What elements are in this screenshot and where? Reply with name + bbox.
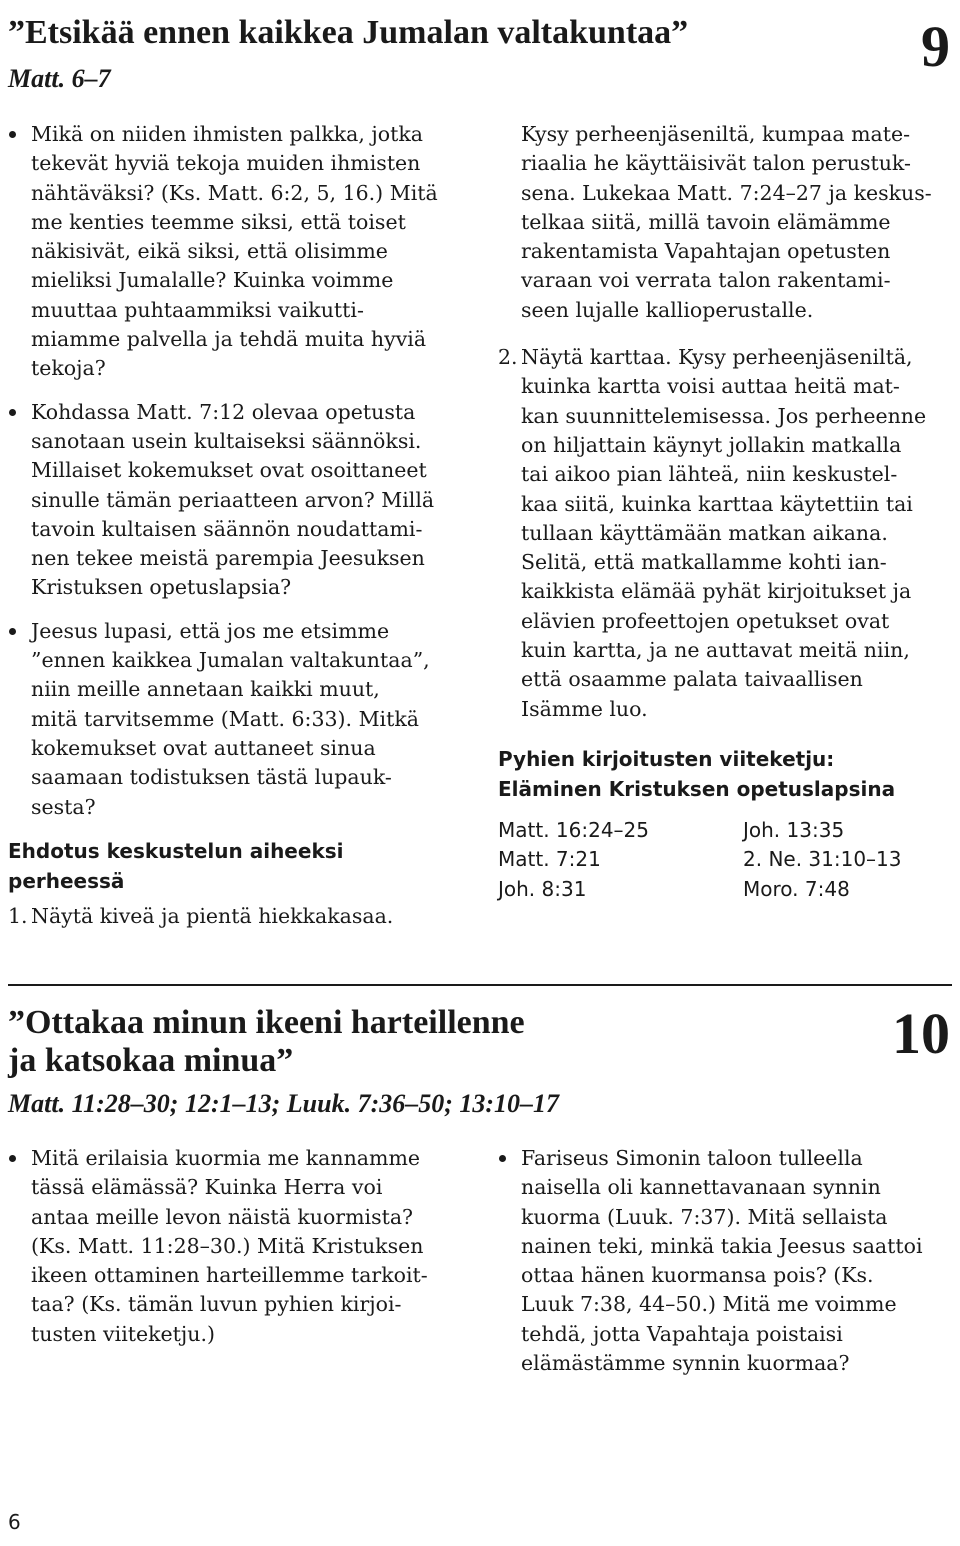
scripture-ref: Joh. 8:31 [498, 876, 587, 901]
line: on hiljattain käynyt jollakin matkalla [521, 432, 902, 457]
question-2 [498, 1144, 953, 1378]
scripture-ref: Matt. 16:24–25 [498, 817, 649, 842]
line: ”ennen kaikkea Jumalan valtakuntaa”, [31, 648, 430, 673]
line: varaan voi verrata talon rakentami- [521, 268, 891, 293]
line: seen lujalle kallioperustalle. [521, 297, 814, 322]
scripture-chain-heading [498, 744, 953, 804]
item-text: Näytä kiveä ja pientä hiekkakasaa. [31, 903, 394, 928]
page-number: 6 [8, 1510, 21, 1534]
line: kan suunnittelemisessa. Jos perheenne [521, 403, 927, 428]
line: sesta? [31, 794, 96, 819]
lesson-10-reference: Matt. 11:28–30; 12:1–13; Luuk. 7:36–50; 13:10–17 [8, 1089, 560, 1118]
line: tehdä, jotta Vapahtaja poistaisi [521, 1321, 843, 1346]
scripture-chain-list [498, 816, 953, 904]
line: näkisivät, eikä siksi, että olisimme [31, 239, 388, 264]
line: kuinka kartta voisi auttaa heitä mat- [521, 374, 900, 399]
question-1 [8, 120, 478, 384]
section-divider [8, 984, 952, 986]
lesson-10-questions-right [498, 1144, 953, 1378]
line: sanotaan usein kultaiseksi säännöksi. [31, 428, 422, 453]
line: mieliksi Jumalalle? Kuinka voimme [31, 268, 394, 293]
heading-line: Ehdotus keskustelun aiheeksi [8, 838, 344, 863]
line: naisella oli kannettavanaan synnin [521, 1175, 881, 1200]
line: Selitä, että matkallamme kohti ian- [521, 550, 887, 575]
lesson-10-questions-left [8, 1144, 478, 1349]
line: muuttaa puhtaammiksi vaikutti- [31, 297, 364, 322]
line: Näytä karttaa. Kysy perheenjäseniltä, [521, 345, 913, 370]
lesson-10-left-column [8, 1144, 478, 1363]
line: taa? (Ks. tämän luvun pyhien kirjoi- [31, 1292, 402, 1317]
line: kaa siitä, kuinka karttaa käytettiin tai [521, 491, 913, 516]
lesson-9-reference: Matt. 6–7 [8, 64, 111, 93]
line: sinulle tämän periaatteen arvon? Millä [31, 487, 435, 512]
line: tekoja? [31, 356, 106, 381]
line: Kristuksen opetuslapsia? [31, 575, 292, 600]
scripture-ref: 2. Ne. 31:10–13 [743, 847, 902, 872]
line: tullaan käyttämään matkan aikana. [521, 520, 888, 545]
line: kuorma (Luuk. 7:37). Mitä sellaista [521, 1204, 888, 1229]
line: miamme palvella ja tehdä muita hyviä [31, 327, 427, 352]
line: telkaa siitä, millä tavoin elämämme [521, 209, 891, 234]
line: rakentamista Vapahtajan opetusten [521, 239, 891, 264]
line: antaa meille levon näistä kuormista? [31, 1204, 414, 1229]
line: kuin kartta, ja ne auttavat meitä niin, [521, 638, 910, 663]
question-2 [8, 398, 478, 603]
lesson-10-number: 10 [892, 1001, 950, 1066]
line: Kysy perheenjäseniltä, kumpaa mate- [521, 122, 911, 146]
line: (Ks. Matt. 11:28–30.) Mitä Kristuksen [31, 1233, 424, 1258]
item-text [521, 343, 926, 724]
line: ottaa hänen kuormansa pois? (Ks. [521, 1263, 874, 1288]
line: nähtäväksi? (Ks. Matt. 6:2, 5, 16.) Mitä [31, 180, 438, 205]
discussion-item-1 [8, 902, 478, 931]
line: tusten viiteketju.) [31, 1321, 215, 1346]
line: Kohdassa Matt. 7:12 olevaa opetusta [31, 399, 416, 424]
lesson-10-title [8, 1004, 525, 1080]
question-3 [8, 617, 478, 822]
heading-line: Eläminen Kristuksen opetuslapsina [498, 776, 896, 801]
line: Fariseus Simonin taloon tulleella [521, 1146, 863, 1170]
scripture-ref: Matt. 7:21 [498, 847, 601, 872]
line: Isämme luo. [521, 696, 648, 721]
line: elävien profeettojen opetukset ovat [521, 608, 890, 633]
question-1 [8, 1144, 478, 1349]
line: saamaan todistuksen tästä lupauk- [31, 765, 392, 790]
line: mitä tarvitsemme (Matt. 6:33). Mitkä [31, 706, 419, 731]
line: riaalia he käyttäisivät talon perustuk- [521, 151, 911, 176]
scripture-ref: Joh. 13:35 [743, 817, 845, 842]
lesson-9-number: 9 [921, 14, 950, 79]
line: kokemukset ovat auttaneet sinua [31, 735, 376, 760]
line: sena. Lukekaa Matt. 7:24–27 ja keskus- [521, 180, 932, 205]
line: nen tekee meistä parempia Jeesuksen [31, 546, 425, 571]
title-line: ja katsokaa minua” [8, 1042, 294, 1079]
line: Millaiset kokemukset ovat osoittaneet [31, 458, 427, 483]
line: Mikä on niiden ihmisten palkka, jotka [31, 122, 424, 146]
discussion-item-2 [498, 343, 953, 724]
line: ikeen ottaminen harteillemme tarkoit- [31, 1263, 428, 1288]
line: tässä elämässä? Kuinka Herra voi [31, 1175, 383, 1200]
line: niin meille annetaan kaikki muut, [31, 677, 380, 702]
line: Mitä erilaisia kuormia me kannamme [31, 1146, 421, 1170]
line: Jeesus lupasi, että jos me etsimme [31, 618, 390, 643]
line: tavoin kultaisen säännön noudattami- [31, 516, 423, 541]
discussion-heading [8, 836, 478, 896]
line: me kenties teemme siksi, että toiset [31, 209, 406, 234]
item-number: 1. [8, 903, 28, 928]
line: elämästämme synnin kuormaa? [521, 1351, 850, 1376]
line: Luuk 7:38, 44–50.) Mitä me voimme [521, 1292, 897, 1317]
line: tekevät hyviä tekoja muiden ihmisten [31, 151, 421, 176]
lesson-10-right-column [498, 1144, 953, 1392]
line: nainen teki, minkä takia Jeesus saattoi [521, 1233, 923, 1258]
heading-line: perheessä [8, 868, 125, 893]
lesson-9-right-column [498, 120, 953, 904]
lesson-9-left-column [8, 120, 478, 931]
heading-line: Pyhien kirjoitusten viiteketju: [498, 746, 835, 771]
lesson-9-questions [8, 120, 478, 822]
line: kaikkista elämää pyhät kirjoitukset ja [521, 579, 912, 604]
line: tai aikoo pian lähteä, niin keskustel- [521, 462, 898, 487]
line: että osaamme palata taivaallisen [521, 667, 863, 692]
item-number: 2. [498, 345, 518, 370]
title-line: ”Ottakaa minun ikeeni harteillenne [8, 1004, 525, 1041]
item-1-continuation [498, 120, 953, 325]
lesson-9-title: ”Etsikää ennen kaikkea Jumalan valtakuntaa” [8, 14, 689, 51]
scripture-ref: Moro. 7:48 [743, 876, 850, 901]
